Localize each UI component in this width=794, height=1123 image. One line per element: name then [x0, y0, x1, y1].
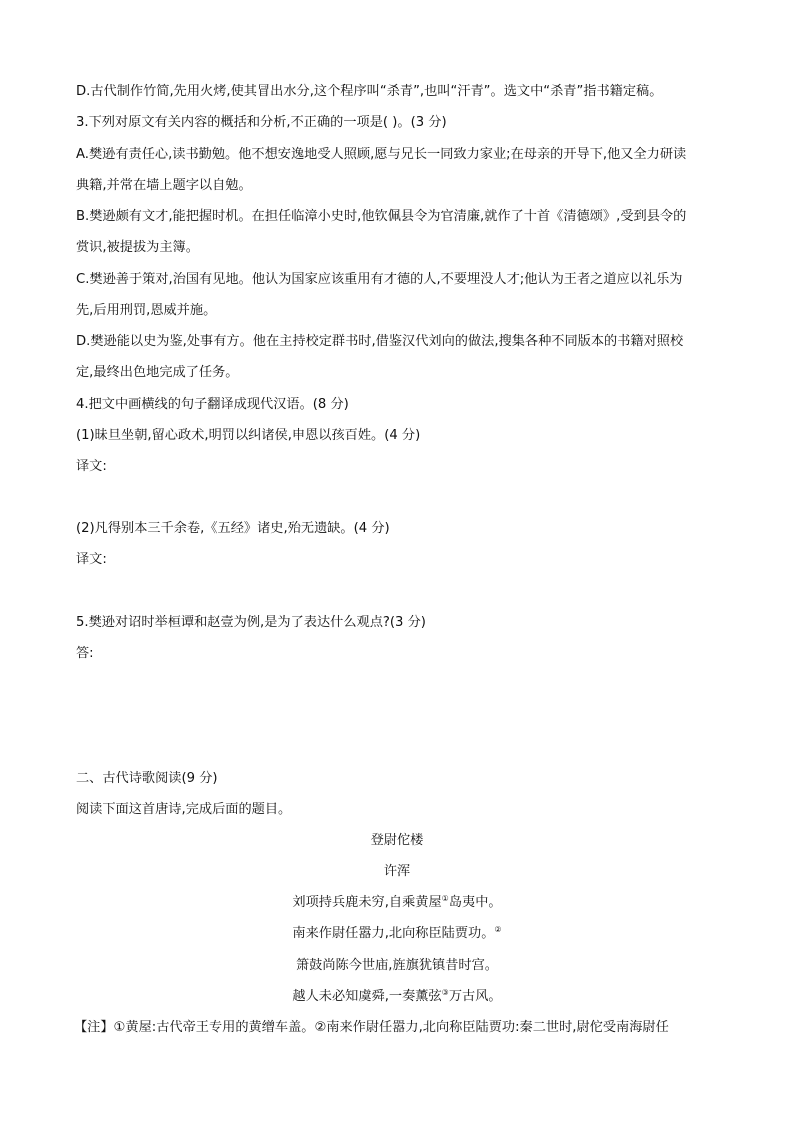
q3-option-a-line2: 典籍,并常在墙上题字以自勉。 [76, 178, 252, 193]
q5-answer-label: 答: [76, 646, 94, 661]
q4-stem: 4.把文中画横线的句子翻译成现代汉语。(8 分) [76, 397, 349, 412]
poem-line-2 [0, 925, 794, 943]
section-heading: 二、古代诗歌阅读(9 分) [76, 771, 218, 786]
poem-line-3 [0, 957, 794, 975]
q3-option-d-line2: 定,最终出色地完成了任务。 [76, 365, 239, 380]
q4-sub1: (1)昧旦坐朝,留心政术,明罚以纠诸侯,申恩以孩百姓。(4 分) [76, 428, 421, 443]
q3-option-c-line2: 先,后用刑罚,恩威并施。 [76, 303, 217, 318]
q3-option-b-line1: B.樊逊颇有文才,能把握时机。在担任临漳小史时,他钦佩县令为官清廉,就作了十首《清德颂》,受到县令的 [76, 209, 687, 224]
q4-translation-label-1: 译文: [76, 459, 107, 474]
poem-line-1-tail: 岛夷中。 [448, 895, 502, 910]
poem-title: 登尉佗楼 [370, 833, 424, 848]
poem-annotation: 【注】①黄屋:古代帝王专用的黄缯车盖。②南来作尉任嚣力,北向称臣陆贾功:秦二世时,尉佗受南海尉任 [74, 1020, 669, 1035]
q4-sub2: (2)凡得别本三千余卷,《五经》诸史,殆无遗缺。(4 分) [76, 521, 390, 536]
q3-option-c-line1: C.樊逊善于策对,治国有见地。他认为国家应该重用有才德的人,不要埋没人才;他认为王者之道应以礼乐为 [76, 272, 683, 287]
poem-author: 许浑 [383, 864, 411, 879]
poem-line-2-text: 南来作尉任嚣力,北向称臣陆贾功。 [292, 926, 495, 941]
q3-option-b-line2: 赏识,被提拔为主簿。 [76, 240, 199, 255]
poem-line-1 [0, 894, 794, 912]
q2-option-d: D.古代制作竹简,先用火烤,使其冒出水分,这个程序叫“杀青”,也叫“汗青”。选文中“杀青”指书籍定稿。 [76, 84, 663, 99]
footnote-marker-3: ③ [441, 988, 449, 997]
poem-line-4-tail: 万古风。 [448, 989, 502, 1004]
footnote-marker-2: ② [494, 925, 502, 934]
poem-line-4-text: 越人未必知虞舜,一奏薰弦 [292, 989, 442, 1004]
poem-line-1-text: 刘项持兵鹿未穷,自乘黄屋 [292, 895, 442, 910]
q5-stem: 5.樊逊对诏时举桓谭和赵壹为例,是为了表达什么观点?(3 分) [76, 615, 426, 630]
q3-option-d-line1: D.樊逊能以史为鉴,处事有方。他在主持校定群书时,借鉴汉代刘向的做法,搜集各种不同版本的书籍对照校 [76, 334, 684, 349]
q3-option-a-line1: A.樊逊有责任心,读书勤勉。他不想安逸地受人照顾,愿与兄长一同致力家业;在母亲的开导下,他又全力研读 [76, 147, 687, 162]
section-intro: 阅读下面这首唐诗,完成后面的题目。 [76, 802, 292, 817]
q3-stem: 3.下列对原文有关内容的概括和分析,不正确的一项是( )。(3 分) [76, 115, 447, 130]
poem-line-4 [0, 988, 794, 1006]
footnote-marker-1: ① [441, 894, 449, 903]
q4-translation-label-2: 译文: [76, 552, 107, 567]
poem-line-3-text: 箫鼓尚陈今世庙,旌旗犹镇昔时宫。 [295, 958, 498, 973]
